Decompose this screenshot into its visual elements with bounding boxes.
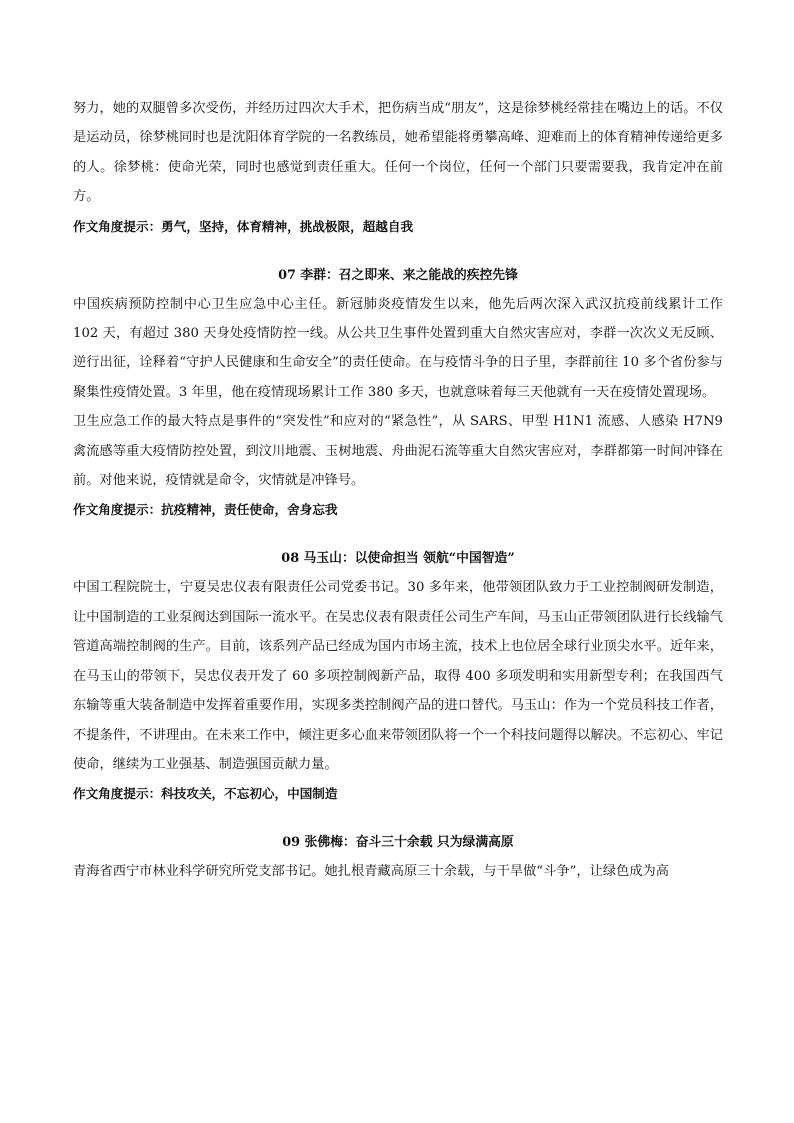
section-gap — [73, 808, 723, 828]
document-page — [73, 94, 723, 887]
section-gap — [73, 241, 723, 261]
essay-hint-li-qun: 作文角度提示：抗疫精神，责任使命，舍身忘我 — [73, 502, 338, 518]
section-heading-li-qun: 07 李群：召之即来、来之能战的疾控先锋 — [278, 267, 518, 283]
paragraph-zhang-fomei: 青海省西宁市林业科学研究所党支部书记。她扎根青藏高原三十余载，与干旱做“斗争”，让绿色成为高 — [73, 864, 670, 880]
section-gap — [73, 524, 723, 544]
essay-hint-xu-mengtao: 作文角度提示：勇气，坚持，体育精神，挑战极限，超越自我 — [73, 218, 414, 234]
section-heading-ma-yushan: 08 马玉山：以使命担当 领航“中国智造” — [281, 551, 515, 567]
paragraph-xu-mengtao: 努力，她的双腿曾多次受伤，并经历过四次大手术，把伤病当成“朋友”，这是徐梦桃经常挂在嘴边上的话。不仅是运动员，徐梦桃同时也是沈阳体育学院的一名教练员，她希望能将勇攀高峰、迎难而上的体育精神传递给更多的人。徐梦桃：使命光荣，同时也感觉到责任重大。任何一个岗位，任何一个部门只要需要我，我肯定冲在前方。 — [73, 101, 723, 205]
paragraph-li-qun-1: 中国疾病预防控制中心卫生应急中心主任。新冠肺炎疫情发生以来，他先后两次深入武汉抗疫前线累计工作 102 天，有超过 380 天身处疫情防控一线。从公共卫生事件处置到重大自然灾害应对，李群一次次义无反顾、逆行出征，诠释着“守护人民健康和生命安全”的责任使命。在与疫情斗争的日子里，李群前往 10 多个省份参与聚集性疫情处置。3 年里，他在疫情现场累计工作 380 多天，也就意味着每三天他就有一天在疫情处置现场。 — [73, 296, 723, 400]
paragraph-ma-yushan: 中国工程院院士，宁夏吴忠仪表有限责任公司党委书记。30 多年来，他带领团队致力于工业控制阀研发制造，让中国制造的工业泵阀达到国际一流水平。在吴忠仪表有限责任公司生产车间，马玉山正带领团队进行长线输气管道高端控制阀的生产。目前，该系列产品已经成为国内市场主流，技术上也位居全球行业顶尖水平。近年来，在马玉山的带领下，吴忠仪表开发了 60 多项控制阀新产品，取得 400 多项发明和实用新型专利；在我国西气东输等重大装备制造中发挥着重要作用，实现多类控制阀产品的进口替代。马玉山：作为一个党员科技工作者，不提条件，不讲理由。在未来工作中，倾注更多心血来带领团队将一个一个科技问题得以解决。不忘初心、牢记使命，继续为工业强基、制造强国贡献力量。 — [73, 580, 723, 772]
paragraph-li-qun-2: 卫生应急工作的最大特点是事件的“突发性”和应对的“紧急性”，从 SARS、甲型 H1N1 流感、人感染 H7N9 禽流感等重大疫情防控处置，到汶川地震、玉树地震、舟曲泥石流等重大自然灾害应对，李群都第一时间冲锋在前。对他来说，疫情就是命令，灾情就是冲锋号。 — [73, 414, 723, 489]
section-heading-zhang-fomei: 09 张佛梅：奋斗三十余载 只为绿满高原 — [282, 835, 514, 851]
essay-hint-ma-yushan: 作文角度提示：科技攻关，不忘初心，中国制造 — [73, 786, 338, 802]
